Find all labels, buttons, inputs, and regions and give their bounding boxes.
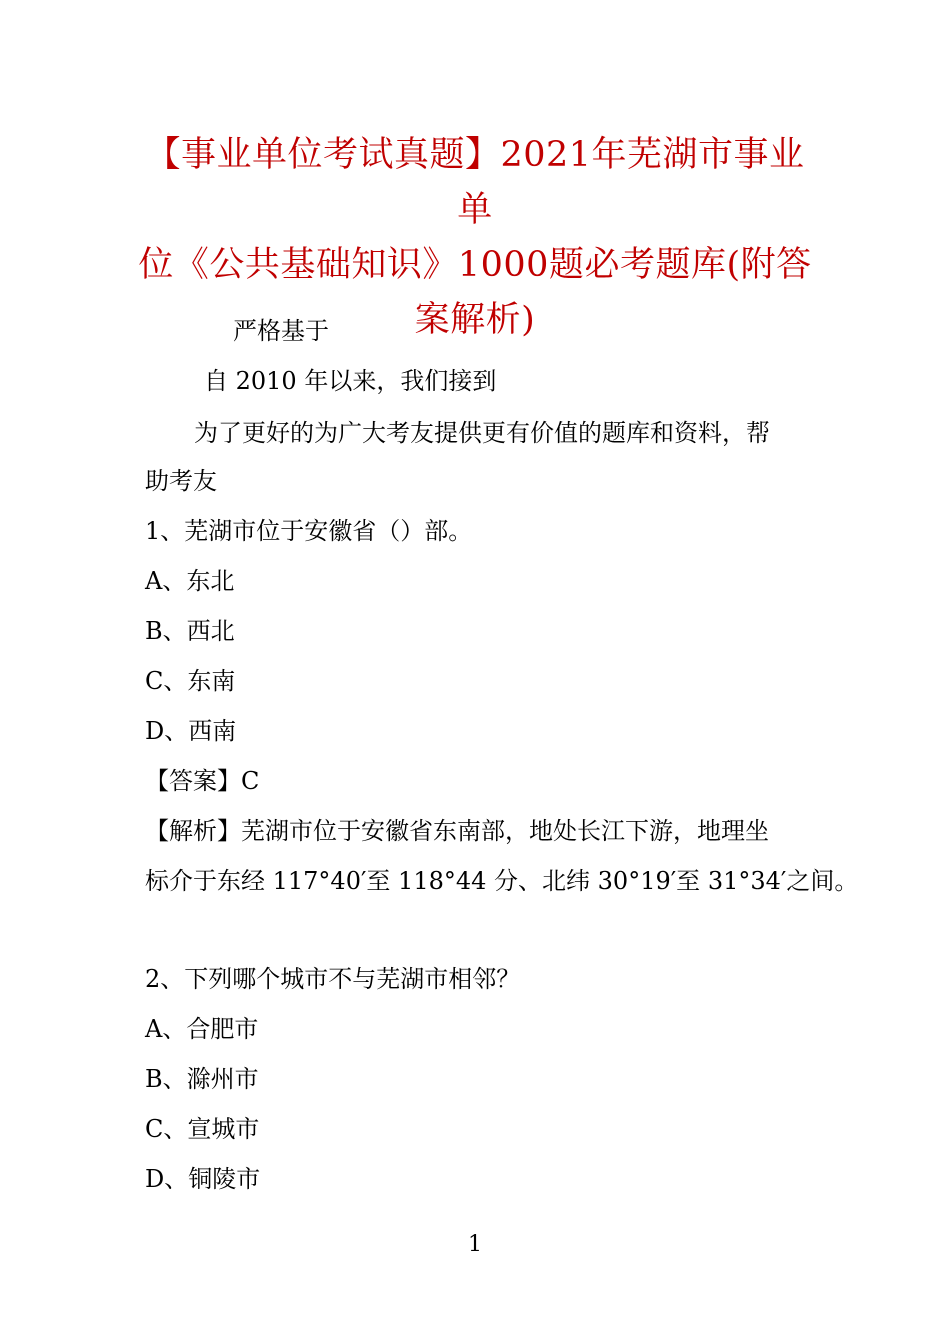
title-line-2: 位《公共基础知识》1000题必考题库(附答 <box>138 245 812 285</box>
title-line-3: 案解析) <box>414 300 536 340</box>
page-number: 1 <box>468 1232 482 1257</box>
question-2-stem: 2、下列哪个城市不与芜湖市相邻？ <box>145 965 521 993</box>
question-2-option-d: D、铜陵市 <box>145 1165 261 1193</box>
question-1-option-d: D、西南 <box>145 717 237 745</box>
question-2-option-c: C、宣城市 <box>145 1115 260 1143</box>
question-1-answer: 【答案】C <box>145 767 260 795</box>
question-2-option-a: A、合肥市 <box>145 1015 259 1043</box>
question-1-option-b: B、西北 <box>145 617 235 645</box>
question-1-option-c: C、东南 <box>145 667 236 695</box>
question-2-option-b: B、滁州市 <box>145 1065 259 1093</box>
question-1-stem: 1、芜湖市位于安徽省（）部。 <box>145 517 473 545</box>
intro-line-3: 为了更好的为广大考友提供更有价值的题库和资料，帮 <box>194 419 770 447</box>
question-1-analysis-line-2: 标介于东经 117°40′至 118°44 分、北纬 30°19′至 31°34′之间。 <box>145 867 859 895</box>
question-1-option-a: A、东北 <box>145 567 235 595</box>
intro-line-2: 自 2010 年以来，我们接到 <box>204 367 497 395</box>
intro-line-4: 助考友 <box>145 467 217 495</box>
title-line-1: 【事业单位考试真题】2021年芜湖市事业单 <box>145 135 805 230</box>
intro-line-1: 严格基于 <box>233 317 329 345</box>
question-1-analysis-line-1: 【解析】芜湖市位于安徽省东南部，地处长江下游，地理坐 <box>145 817 769 845</box>
document-title <box>130 128 820 348</box>
